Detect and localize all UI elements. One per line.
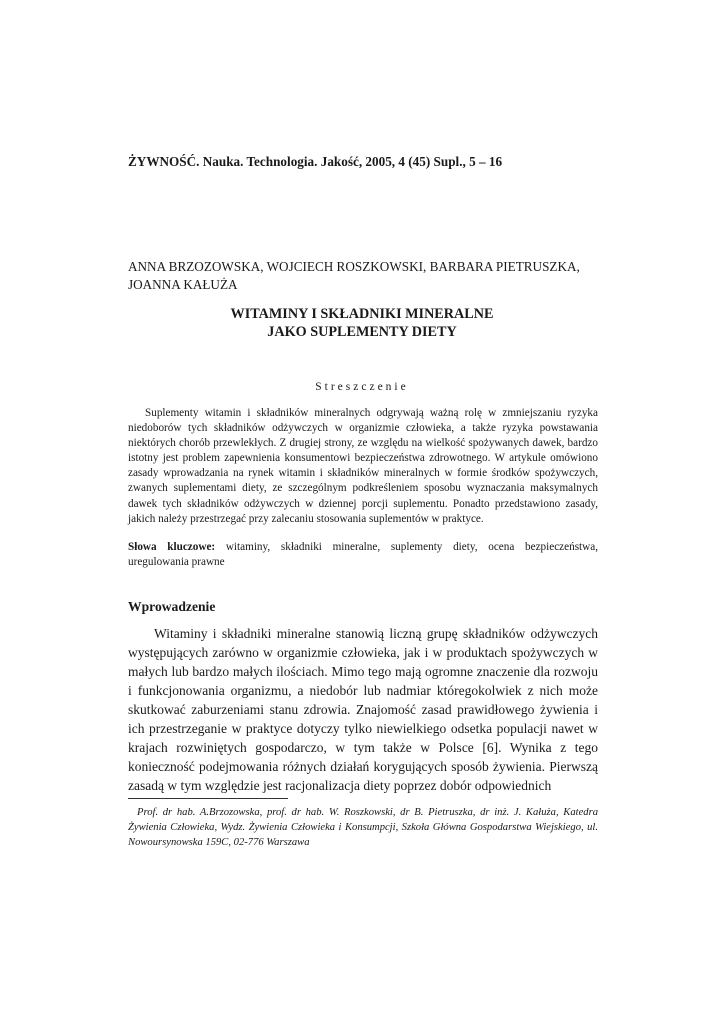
keywords [128, 540, 598, 570]
title-line-1: WITAMINY I SKŁADNIKI MINERALNE [230, 306, 494, 322]
abstract-text: Suplementy witamin i składników mineralnych odgrywają ważną rolę w zmniejszaniu ryzyka niedoborów tych składników odżywczych w organizmie człowieka, a także ryzyka powstawania niektórych chorób przewlekłych. Z drugiej strony, ze względu na wielkość spożywanych dawek, bardzo istotny jest problem zapewnienia konsumentowi bezpieczeństwa zdrowotnego. W artykule omówiono zasady wprowadzania na rynek witamin i składników mineralnych w formie środków spożywczych, zwanych suplementami diety, ze szczególnym podkreśleniem sposobu wyznaczania maksymalnych dawek tych składników odżywczych w dziennej porcji suplementu. Ponadto przedstawiono zasady, jakich należy przestrzegać przy zalecaniu stosowania suplementów w praktyce. [128, 407, 598, 525]
keywords-label: Słowa kluczowe: [128, 541, 216, 553]
introduction-paragraph: Witaminy i składniki mineralne stanowią liczną grupę składników odżywczych występujących zarówno w organizmie człowieka, jak i w produktach spożywczych w małych lub bardzo małych ilościach. Mimo tego mają ogromne znaczenie dla rozwoju i funkcjonowania organizmu, a niedobór lub nadmiar któregokolwiek z nich może skutkować zaburzeniami stanu zdrowia. Znajomość zasad prawidłowego żywienia i ich przestrzeganie w praktyce dotyczy tylko niewielkiego odsetka populacji nawet w krajach rozwiniętych gospodarczo, w tym także w Polsce [6]. Wynika z tego konieczność podejmowania różnych działań korygujących sposób żywienia. Pierwszą zasadą w tym względzie jest racjonalizacja diety poprzez dobór odpowiednich [128, 626, 598, 793]
title-line-2: JAKO SUPLEMENTY DIETY [267, 324, 457, 340]
author-line-1: ANNA BRZOZOWSKA, WOJCIECH ROSZKOWSKI, BARBARA PIETRUSZKA, [128, 259, 580, 274]
author-affiliation-footnote: Prof. dr hab. A.Brzozowska, prof. dr hab. W. Roszkowski, dr B. Pietruszka, dr inż. J. Kałuża, Katedra Żywienia Człowieka, Wydz. Żywienia Człowieka i Konsumpcji, Szkoła Główna Gospodarstwa Wiejskiego, ul. Nowoursynowska 159C, 02-776 Warszawa [128, 807, 598, 848]
author-line-2: JOANNA KAŁUŻA [128, 277, 238, 292]
footnote-divider [128, 798, 288, 799]
section-heading-introduction: Wprowadzenie [128, 599, 216, 614]
article-title [128, 305, 596, 341]
keywords-text: witaminy, składniki mineralne, suplementy diety, ocena bezpieczeństwa, uregulowania prawne [128, 541, 598, 569]
abstract-heading: Streszczenie [315, 381, 409, 393]
journal-header: ŻYWNOŚĆ. Nauka. Technologia. Jakość, 2005, 4 (45) Supl., 5 – 16 [128, 154, 503, 169]
author-list [128, 258, 608, 294]
